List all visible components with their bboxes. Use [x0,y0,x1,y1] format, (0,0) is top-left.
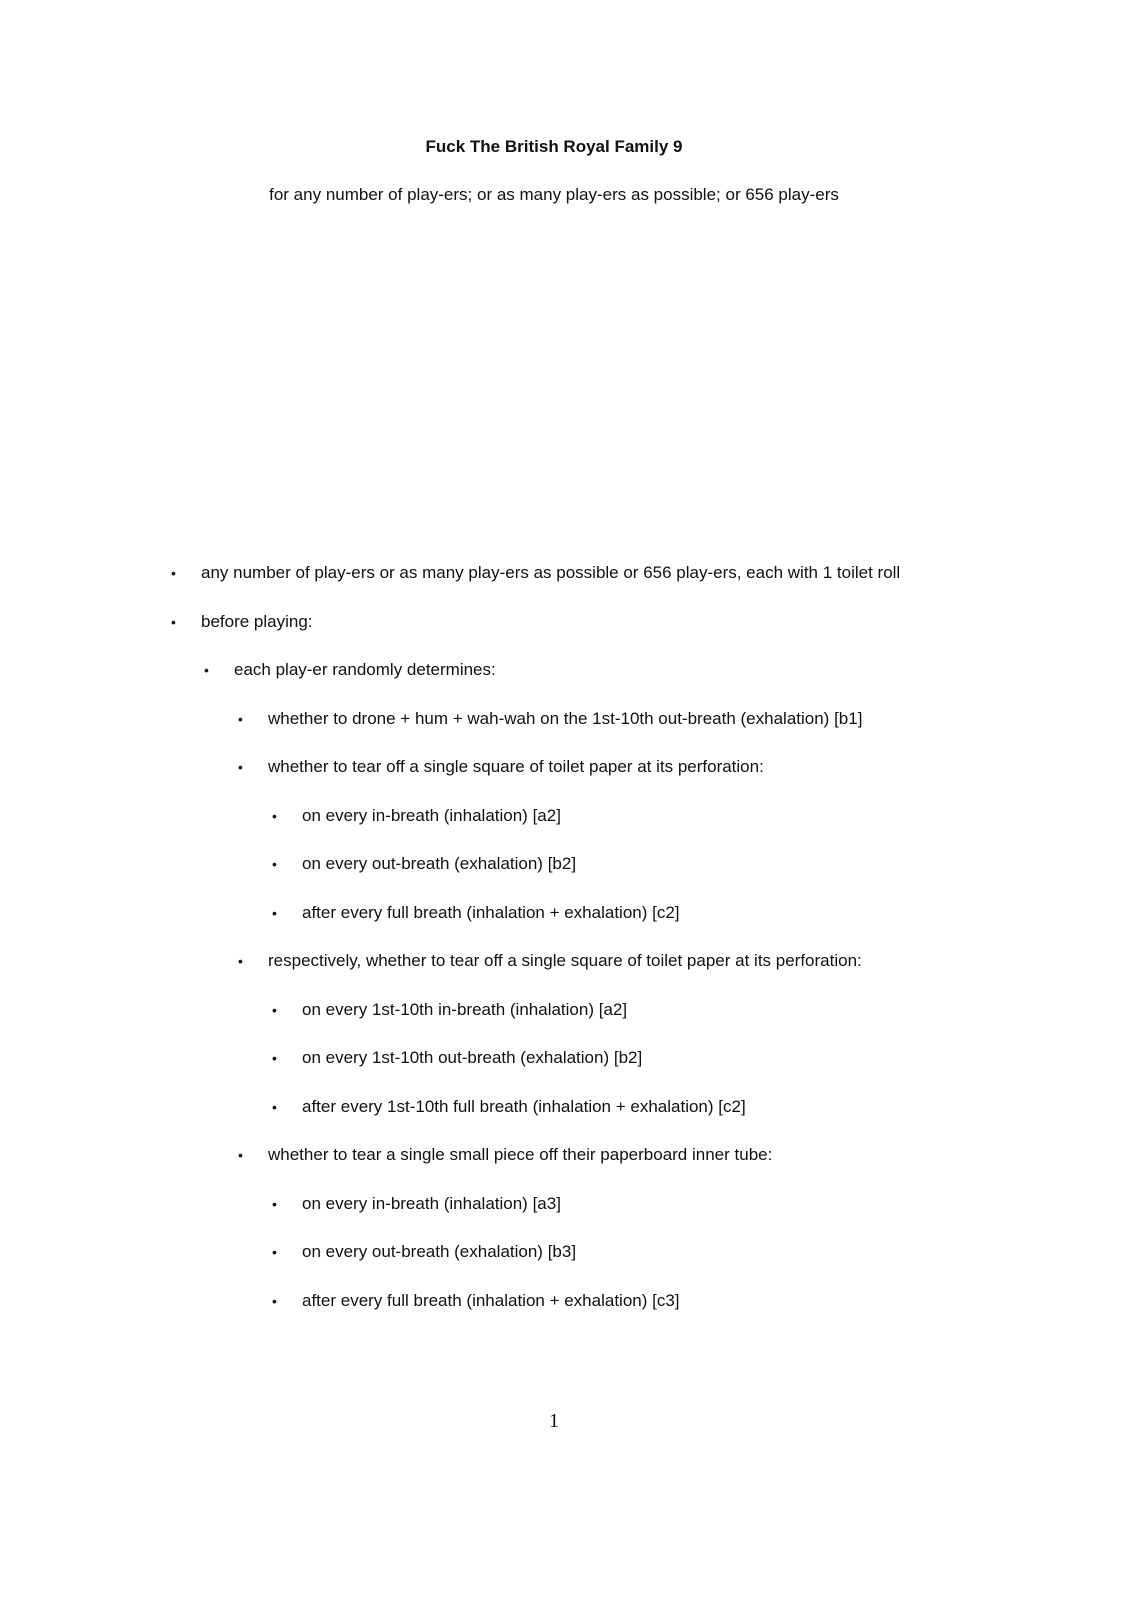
list-item [171,611,313,632]
list-item [272,1048,643,1068]
list-item-text: before playing: [201,611,313,631]
bullet-icon: • [238,759,243,775]
list-item [272,1290,680,1311]
bullet-icon: • [171,613,176,630]
list-item [238,1145,773,1165]
list-item-text: on every in-breath (inhalation) [a3] [302,1193,561,1213]
list-item-text: on every 1st-10th in-breath (inhalation) [a2] [302,999,628,1019]
bullet-icon: • [272,904,277,921]
list-item-text: respectively, whether to tear off a single square of toilet paper at its perforation: [268,951,862,970]
bullet-icon: • [272,1195,277,1212]
bullet-icon: • [272,807,277,824]
list-item-text: whether to tear off a single square of toilet paper at its perforation: [268,757,764,776]
list-item [204,660,496,680]
list-item-text: whether to tear a single small piece off their paperboard inner tube: [268,1145,773,1164]
bullet-icon: • [204,662,209,678]
bullet-icon: • [272,1098,277,1115]
list-item-text: whether to drone + hum + wah-wah on the 1st-10th out-breath (exhalation) [b1] [268,708,863,728]
document-title: Fuck The British Royal Family 9 [425,137,683,156]
list-item-text: any number of play-ers or as many play-ers as possible or 656 play-ers, each with 1 toilet roll [201,563,901,582]
bullet-icon: • [238,710,243,727]
bullet-icon: • [238,1147,243,1163]
list-item [272,854,577,874]
bullet-icon: • [272,1244,277,1260]
bullet-icon: • [238,953,243,969]
bullet-icon: • [272,1050,277,1066]
list-item-text: on every 1st-10th out-breath (exhalation) [b2] [302,1048,643,1067]
list-item [272,902,680,923]
bullet-icon: • [171,565,176,581]
list-item-text: after every 1st-10th full breath (inhalation + exhalation) [c2] [302,1096,746,1116]
bullet-icon: • [272,1001,277,1018]
list-item [272,1096,746,1117]
list-item [238,757,764,777]
list-item-text: each play-er randomly determines: [234,660,496,679]
bullet-icon: • [272,856,277,872]
list-item [238,951,862,971]
list-item-text: on every out-breath (exhalation) [b2] [302,854,577,873]
list-item [272,1242,577,1262]
list-item [272,999,628,1020]
list-item-text: on every out-breath (exhalation) [b3] [302,1242,577,1261]
list-item [171,563,901,583]
document-subtitle: for any number of play-ers; or as many play-ers as possible; or 656 play-ers [269,185,839,204]
list-item [238,708,863,729]
list-item [272,1193,561,1214]
bullet-icon: • [272,1292,277,1309]
list-item-text: after every full breath (inhalation + exhalation) [c3] [302,1290,680,1310]
page-number: 1 [549,1410,559,1432]
list-item-text: on every in-breath (inhalation) [a2] [302,805,561,825]
list-item [272,805,561,826]
list-item-text: after every full breath (inhalation + exhalation) [c2] [302,902,680,922]
